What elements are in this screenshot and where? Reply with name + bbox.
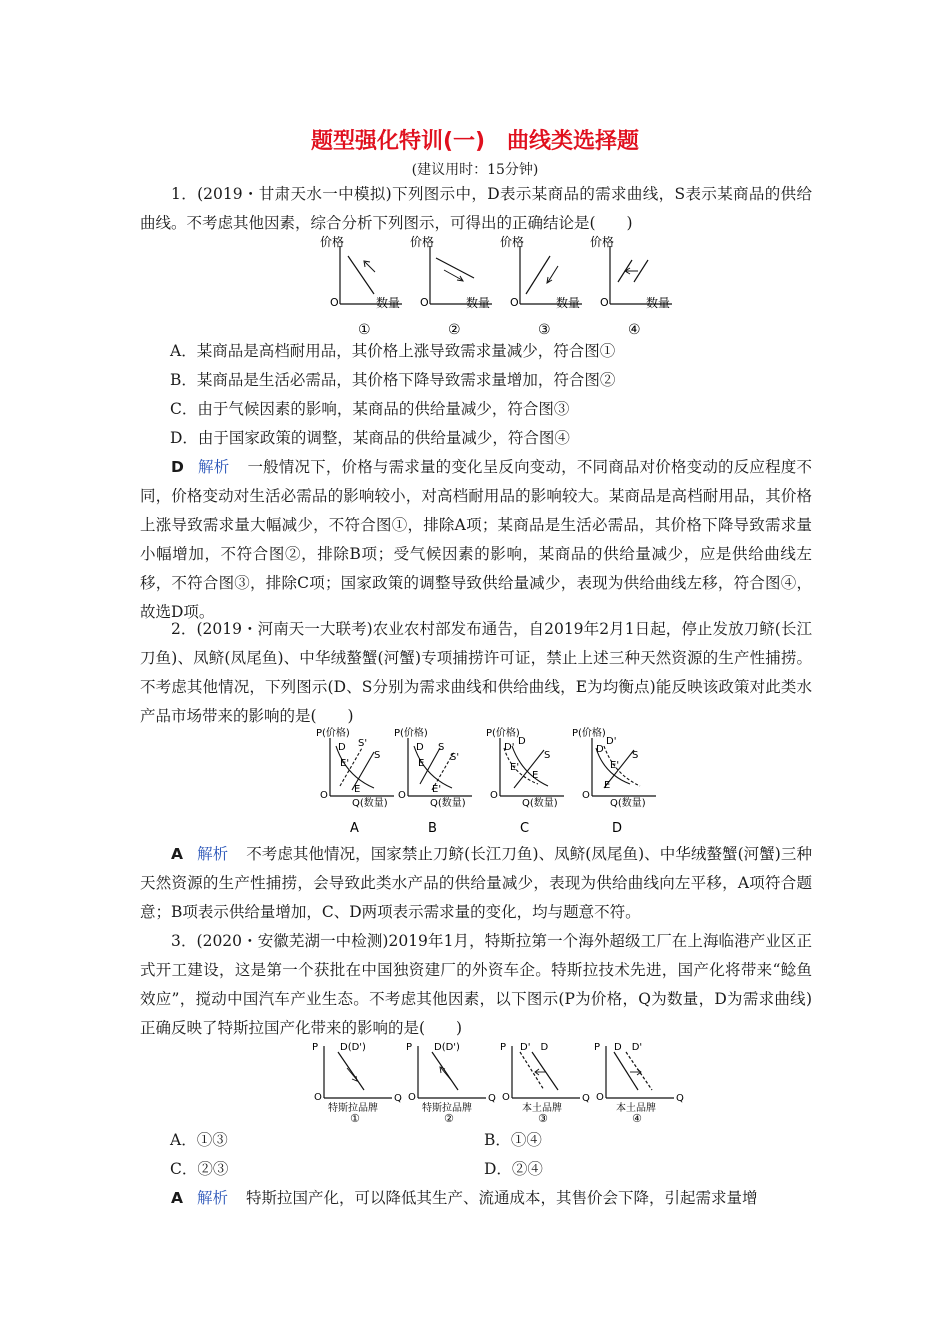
svg-text:D D': D D' [614, 1042, 643, 1053]
svg-text:D': D' [504, 742, 515, 753]
svg-text:S: S [544, 750, 551, 761]
svg-text:D: D [338, 742, 346, 753]
q3-option-a: A．①③ [170, 1131, 228, 1149]
q3-option-b: B．①④ [484, 1131, 542, 1149]
q2-analysis-label: 解析 [197, 845, 229, 863]
svg-text:价格: 价格 [590, 235, 615, 249]
svg-text:O: O [490, 790, 498, 801]
q3-analysis-label: 解析 [197, 1189, 229, 1207]
q3-option-c: C．②③ [170, 1160, 229, 1178]
svg-text:Q(数量): Q(数量) [430, 798, 466, 809]
svg-text:价格: 价格 [500, 235, 525, 249]
svg-text:P: P [500, 1042, 507, 1053]
svg-text:O: O [582, 790, 590, 801]
q3-answer: A [171, 1189, 183, 1207]
svg-text:价格: 价格 [410, 235, 435, 249]
svg-text:E: E [532, 770, 539, 781]
svg-text:P: P [594, 1042, 601, 1053]
q2-caption-d: D [612, 821, 623, 836]
q2-caption-a: A [350, 821, 359, 836]
svg-text:D': D' [606, 736, 617, 747]
q3-brand-1: 特斯拉品牌 [328, 1103, 378, 1114]
svg-text:S': S' [450, 752, 460, 763]
q3-option-d: D．②④ [484, 1160, 543, 1178]
q2-graph-d [572, 726, 656, 836]
svg-text:D(D'): D(D') [340, 1042, 366, 1053]
q1-graph-2 [410, 234, 492, 338]
q1-ylabel: 价格 [320, 235, 345, 249]
svg-text:E': E' [610, 760, 620, 771]
q2-caption-c: C [520, 821, 530, 836]
q2-answer: A [171, 845, 183, 863]
q1-figure [318, 234, 688, 342]
q3-brand-3: 本土品牌 [522, 1103, 562, 1114]
svg-text:E': E' [432, 784, 442, 795]
q1-caption-4: ④ [628, 322, 641, 338]
q3-analysis-text: 特斯拉国产化，可以降低其生产、流通成本，其售价会下降，引起需求量增 [246, 1189, 758, 1207]
svg-text:P(价格): P(价格) [316, 728, 350, 739]
svg-text:数量: 数量 [466, 296, 491, 310]
q1-origin: O [330, 296, 339, 309]
q1-answer: D [171, 458, 184, 476]
svg-text:D' D: D' D [520, 1042, 549, 1053]
svg-text:S: S [632, 750, 639, 761]
svg-text:O: O [596, 1092, 604, 1103]
q2-figure [312, 726, 646, 842]
q1-option-b: B．某商品是生活必需品，其价格下降导致需求量增加，符合图② [170, 371, 616, 389]
q2-caption-b: B [428, 821, 437, 836]
svg-text:④: ④ [632, 1112, 642, 1125]
svg-text:E: E [418, 758, 425, 769]
svg-text:S': S' [358, 738, 368, 749]
q1-analysis-label: 解析 [197, 458, 230, 476]
svg-text:S: S [374, 750, 381, 761]
q3-brand-2: 特斯拉品牌 [422, 1103, 472, 1114]
q3-stem: 3．(2020・安徽芜湖一中检测)2019年1月，特斯拉第一个海外超级工厂在上海临港产业区正式开工建设，这是第一个获批在中国独资建厂的外资车企。特斯拉技术先进，国产化将带来“鲶鱼效应”，搅动中国汽车产业生态。不考虑其他因素，以下图示(P为价格，Q为数量，D为需求曲线)正确反映了特斯拉国产化带来的影响的是( ) [140, 932, 812, 1037]
q2-analysis-block [140, 840, 812, 927]
q2-graph-a [316, 726, 394, 836]
q1-graph-3 [500, 234, 582, 338]
svg-text:②: ② [444, 1112, 454, 1125]
svg-text:Q: Q [582, 1093, 590, 1104]
svg-text:数量: 数量 [556, 296, 581, 310]
svg-text:O: O [408, 1092, 416, 1103]
svg-text:P: P [406, 1042, 413, 1053]
suggested-time: (建议用时：15分钟) [411, 162, 539, 178]
q3-graph-3 [500, 1042, 590, 1125]
q2-analysis-text: 不考虑其他情况，国家禁止刀鲚(长江刀鱼)、凤鲚(凤尾鱼)、中华绒螯蟹(河蟹)三种天然资源的生产性捕捞，会导致此类水产品的供给量减少，表现为供给曲线向左平移，A项符合题意；B项表示供给量增加，C、D两项表示需求量的变化，均与题意不符。 [140, 845, 812, 921]
q2-stem: 2．(2019・河南天一大联考)农业农村部发布通告，自2019年2月1日起，停止发放刀鲚(长江刀鱼)、凤鲚(凤尾鱼)、中华绒螯蟹(河蟹)专项捕捞许可证，禁止上述三种天然资源的生产性捕捞。不考虑其他情况，下列图示(D、S分别为需求曲线和供给曲线，E为均衡点)能反映该政策对此类水产品市场带来的影响的是( ) [140, 620, 812, 725]
svg-text:O: O [510, 296, 519, 309]
q3-graph-1 [312, 1042, 402, 1125]
svg-text:O: O [320, 790, 328, 801]
svg-text:D: D [416, 742, 424, 753]
q3-brand-4: 本土品牌 [616, 1103, 656, 1114]
q1-xlabel: 数量 [376, 296, 401, 310]
svg-text:Q: Q [676, 1093, 684, 1104]
page-title: 题型强化特训(一) 曲线类选择题 [310, 129, 640, 154]
q1-option-c: C．由于气候因素的影响，某商品的供给量减少，符合图③ [170, 400, 570, 418]
svg-text:Q: Q [394, 1093, 402, 1104]
q2-graph-b [394, 726, 472, 836]
q1-option-d: D．由于国家政策的调整，某商品的供给量减少，符合图④ [170, 429, 570, 447]
svg-text:D: D [596, 744, 604, 755]
q1-caption-2: ② [448, 322, 461, 338]
svg-text:Q: Q [488, 1093, 496, 1104]
svg-text:O: O [314, 1092, 322, 1103]
q1-analysis-block [140, 453, 812, 627]
q1-stem: 1．(2019・甘肃天水一中模拟)下列图示中，D表示某商品的需求曲线，S表示某商品的供给曲线。不考虑其他因素，综合分析下列图示，可得出的正确结论是( ) [140, 185, 812, 232]
svg-text:E: E [604, 780, 611, 791]
q3-analysis-block [140, 1184, 812, 1213]
svg-text:O: O [502, 1092, 510, 1103]
q3-graph-4 [594, 1042, 684, 1125]
svg-text:E': E' [510, 762, 520, 773]
svg-text:Q(数量): Q(数量) [352, 798, 388, 809]
svg-text:P: P [312, 1042, 319, 1053]
svg-text:O: O [398, 790, 406, 801]
svg-text:O: O [600, 296, 609, 309]
q2-graph-c [486, 726, 564, 836]
svg-text:Q(数量): Q(数量) [610, 798, 646, 809]
q3-graph-2 [406, 1042, 496, 1125]
svg-text:数量: 数量 [646, 296, 671, 310]
svg-text:E: E [354, 784, 361, 795]
q1-option-a: A．某商品是高档耐用品，其价格上涨导致需求量减少，符合图① [170, 342, 616, 360]
svg-text:D: D [518, 736, 526, 747]
svg-text:①: ① [350, 1112, 360, 1125]
svg-text:Q(数量): Q(数量) [522, 798, 558, 809]
svg-text:O: O [420, 296, 429, 309]
svg-text:P(价格): P(价格) [486, 728, 520, 739]
q1-caption-3: ③ [538, 322, 551, 338]
q1-caption-1: ① [358, 322, 371, 338]
q1-graph-4 [590, 234, 672, 338]
svg-text:S: S [438, 742, 445, 753]
q3-figure [310, 1038, 690, 1128]
svg-text:P(价格): P(价格) [394, 728, 428, 739]
svg-text:P(价格): P(价格) [572, 728, 606, 739]
svg-text:③: ③ [538, 1112, 548, 1125]
svg-text:E': E' [340, 758, 350, 769]
svg-text:D(D'): D(D') [434, 1042, 460, 1053]
q1-graph-1 [320, 234, 402, 338]
q1-analysis-text: 一般情况下，价格与需求量的变化呈反向变动，不同商品对价格变动的反应程度不同，价格变动对生活必需品的影响较小，对高档耐用品的影响较大。某商品是高档耐用品，其价格上涨导致需求量大幅减少，不符合图①，排除A项；某商品是生活必需品，其价格下降导致需求量小幅增加，不符合图②，排除B项；受气候因素的影响，某商品的供给量减少，应是供给曲线左移，不符合图③，排除C项；国家政策的调整导致供给量减少，表现为供给曲线左移，符合图④，故选D项。 [140, 458, 812, 621]
